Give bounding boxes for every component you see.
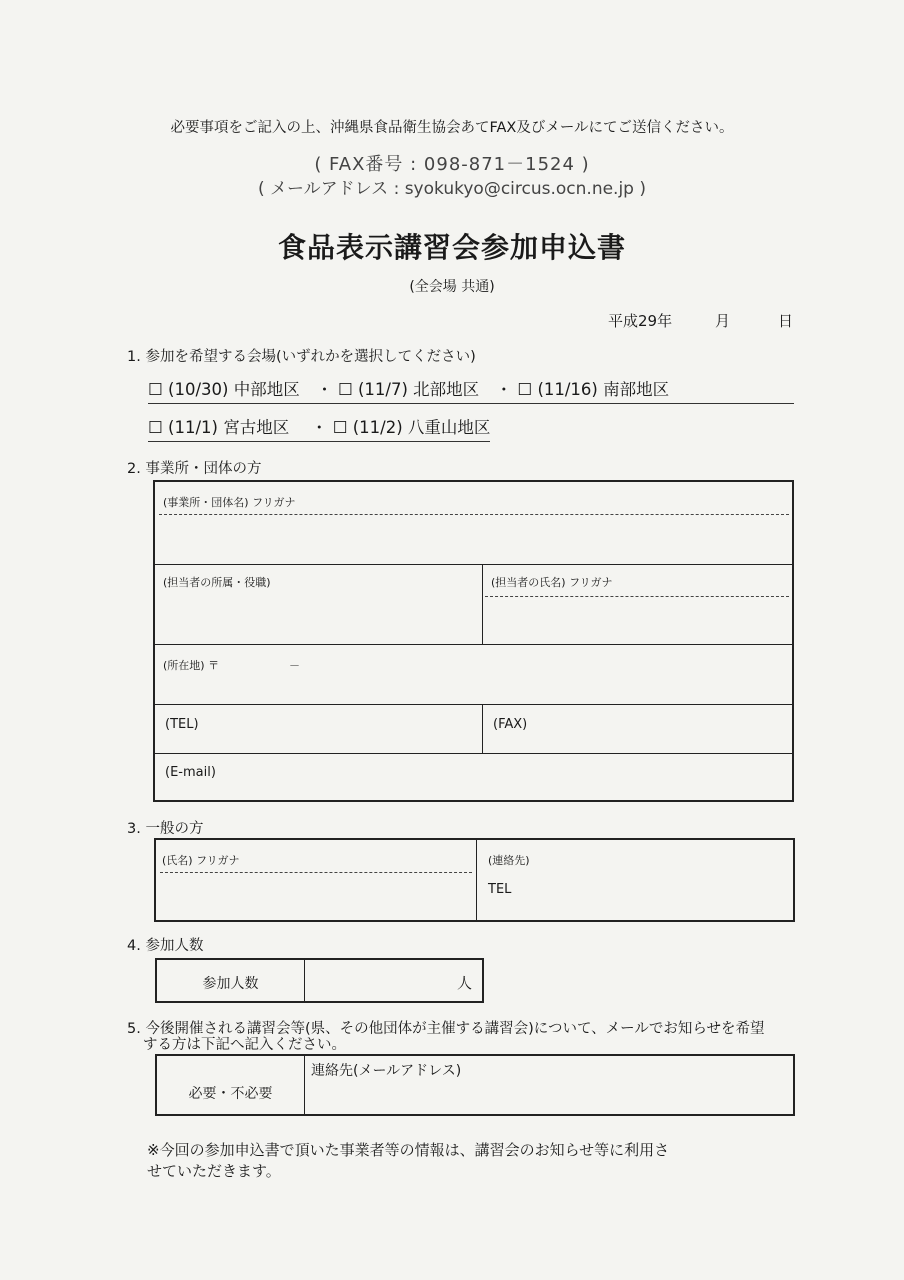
section2-heading: 2. 事業所・団体の方 xyxy=(127,461,262,477)
row-divider xyxy=(155,564,792,565)
org-name-label: (事業所・団体名) フリガナ xyxy=(163,496,296,509)
individual-form-table xyxy=(154,838,795,922)
col-divider xyxy=(304,1056,305,1114)
dept-field[interactable] xyxy=(159,592,479,642)
col-divider xyxy=(304,960,305,1001)
participants-table xyxy=(155,958,484,1003)
participants-field[interactable] xyxy=(307,962,457,999)
fax-label: (FAX) xyxy=(493,717,528,732)
dept-label: (担当者の所属・役職) xyxy=(163,576,271,589)
org-name-field[interactable] xyxy=(159,518,789,562)
fax-number: ( FAX番号 : 098-871－1524 ) xyxy=(314,154,590,175)
section5-heading: 5. 今後開催される講習会等(県、その他団体が主催する講習会)について、メールでお知らせを希望 xyxy=(127,1021,765,1037)
section4-heading: 4. 参加人数 xyxy=(127,938,204,954)
address-field[interactable] xyxy=(159,672,789,702)
subtitle: (全会場 共通) xyxy=(409,279,495,295)
page-title: 食品表示講習会参加申込書 xyxy=(277,231,626,264)
tel-label: (TEL) xyxy=(165,717,199,732)
individual-name-field[interactable] xyxy=(160,876,472,918)
newsletter-table xyxy=(155,1054,795,1116)
date-year: 平成29年 xyxy=(608,312,673,330)
venue-options-row2[interactable]: ☐ (11/1) 宮古地区 ・ ☐ (11/2) 八重山地区 xyxy=(148,414,490,442)
row-divider xyxy=(155,753,792,754)
venue-options-row1[interactable]: ☐ (10/30) 中部地区 ・ ☐ (11/7) 北部地区 ・ ☐ (11/16) 南部地区 xyxy=(148,376,794,404)
section5-heading-cont: する方は下記へ記入ください。 xyxy=(143,1037,346,1053)
col-divider xyxy=(482,564,483,644)
need-option[interactable]: 必要・不必要 xyxy=(188,1086,273,1102)
row-divider xyxy=(155,644,792,645)
postal-dash: － xyxy=(289,659,300,672)
person-name-label: (担当者の氏名) フリガナ xyxy=(491,576,613,589)
furigana-divider xyxy=(159,514,789,515)
contact-label: (連絡先) xyxy=(488,854,530,867)
contact-email-field[interactable] xyxy=(309,1080,789,1112)
section3-heading: 3. 一般の方 xyxy=(127,821,204,837)
address-label: (所在地) 〒 xyxy=(163,659,220,672)
email-label: (E-mail) xyxy=(165,765,216,780)
email-address: ( メールアドレス : syokukyo@circus.ocn.ne.jp ) xyxy=(257,179,647,199)
person-unit: 人 xyxy=(457,974,473,992)
col-divider xyxy=(482,704,483,753)
person-name-field[interactable] xyxy=(485,600,789,642)
row-divider xyxy=(155,704,792,705)
contact-email-label: 連絡先(メールアドレス) xyxy=(311,1063,462,1079)
individual-name-label: (氏名) フリガナ xyxy=(162,854,240,867)
instruction-text: 必要事項をご記入の上、沖縄県食品衛生協会あてFAX及びメールにてご送信ください。 xyxy=(170,120,734,136)
participants-label: 参加人数 xyxy=(202,976,259,992)
furigana-divider xyxy=(485,596,789,597)
tel-label: TEL xyxy=(488,882,512,897)
date-day: 日 xyxy=(778,312,794,330)
business-form-table xyxy=(153,480,794,802)
privacy-note: ※今回の参加申込書で頂いた事業者等の情報は、講習会のお知らせ等に利用さ xyxy=(147,1141,670,1159)
section1-heading: 1. 参加を希望する会場(いずれかを選択してください) xyxy=(127,349,476,365)
furigana-divider xyxy=(160,872,472,873)
date-month: 月 xyxy=(715,312,731,330)
col-divider xyxy=(476,840,477,920)
privacy-note-cont: せていただきます。 xyxy=(147,1162,281,1180)
